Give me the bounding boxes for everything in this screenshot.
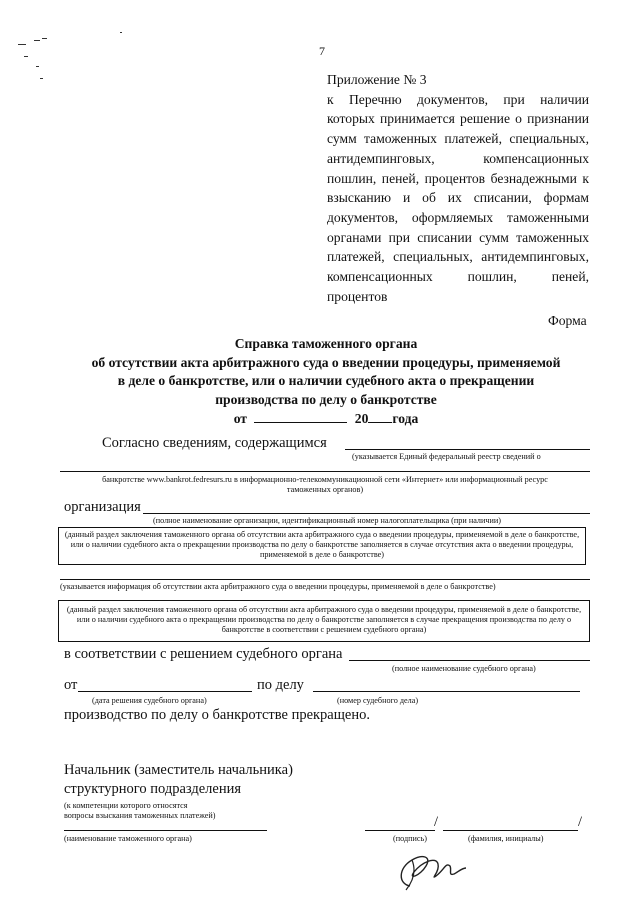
section1-hint: (указывается информация об отсутствии акта арбитражного суда о введении процедуры, применяемой в деле о банкротстве) — [60, 582, 496, 591]
name-field[interactable] — [443, 830, 578, 831]
signature-field[interactable] — [365, 830, 435, 831]
appendix-body: к Перечню документов, при наличии которых принимается решение о признании сумм таможенных платежей, специальных, антидемпинговых, компенсационных пошлин, пеней, процентов безнадежными к взысканию и об их списании, формам документов, оформляемых таможенными органами при списании сумм таможенных платежей, специальных, антидемпинговых, компенсационных пошлин, пеней, процентов — [327, 91, 589, 304]
handwritten-signature — [392, 846, 472, 896]
decision-date-field[interactable] — [78, 691, 252, 692]
source-hint-2: банкротстве www.bankrot.fedresurs.ru в информационно-телекоммуникационной сети «Интернет» или информационный ресурс таможенных органов) — [102, 475, 548, 494]
source-hint-1: (указывается Единый федеральный реестр сведений о — [352, 452, 541, 461]
customs-name-field[interactable] — [64, 830, 267, 831]
title-line-3: в деле о банкротстве, или о наличии судебного акта о прекращении — [117, 373, 535, 388]
case-number-hint: (номер судебного дела) — [337, 696, 419, 705]
court-field[interactable] — [349, 660, 590, 661]
title-line-1: Справка таможенного органа — [234, 336, 418, 351]
date-day-month-field[interactable] — [254, 409, 347, 423]
source-field-line-2[interactable] — [60, 471, 590, 472]
date-year-prefix: 20 — [354, 411, 369, 426]
source-field-line[interactable] — [345, 449, 590, 450]
terminated-statement: производство по делу о банкротстве прекращено. — [64, 707, 370, 723]
decision-from-label: от — [64, 677, 78, 693]
source-lead: Согласно сведениям, содержащимся — [102, 435, 327, 451]
court-hint: (полное наименование судебного органа) — [392, 664, 536, 673]
document-title — [60, 335, 592, 429]
organization-field[interactable] — [143, 513, 590, 514]
organization-hint: (полное наименование организации, идентификационный номер налогоплательщика (при наличии) — [153, 516, 501, 525]
form-label: Форма — [548, 313, 587, 328]
name-hint: (фамилия, инициалы) — [468, 834, 544, 843]
section1-field-line[interactable] — [60, 579, 590, 580]
customs-name-hint: (наименование таможенного органа) — [64, 834, 192, 843]
decision-date-hint: (дата решения судебного органа) — [92, 696, 207, 705]
date-year-field[interactable] — [368, 409, 392, 423]
title-date-line — [60, 409, 592, 429]
section2-note: (данный раздел заключения таможенного органа об отсутствии акта арбитражного суда о введении процедуры, применяемой в деле о банкротстве, или о наличии судебного акта о прекращении производства по делу о банкротстве заполняется в случае прекращения производства по делу о банкротстве в соответствии с решением судебного органа) — [66, 605, 582, 634]
signature-hint: (подпись) — [393, 834, 427, 843]
section1-note-box — [58, 527, 586, 565]
signature-slash-2: / — [578, 814, 583, 830]
case-label: по делу — [257, 677, 304, 693]
head-title: Начальник (заместитель начальника) структурного подразделения — [64, 762, 293, 797]
competence-note: (к компетенции которого относятся вопросы взыскания таможенных платежей) — [64, 801, 216, 820]
date-from-label: от — [233, 411, 247, 426]
title-line-2: об отсутствии акта арбитражного суда о введении процедуры, применяемой — [91, 354, 561, 370]
signature-slash-1: / — [434, 814, 439, 830]
appendix-title: Приложение № 3 — [327, 72, 427, 87]
court-label: в соответствии с решением судебного органа — [64, 646, 343, 662]
section1-note: (данный раздел заключения таможенного органа об отсутствии акта арбитражного суда о введении процедуры, применяемой в деле о банкротстве, или о наличии судебного акта о прекращении производства по делу о банкротстве заполняется в случае отсутствия акта о введении процедуры, применяемой в деле о банкротстве) — [64, 530, 580, 559]
page-number: 7 — [319, 44, 325, 58]
organization-label: организация — [64, 499, 141, 515]
appendix-block — [327, 70, 589, 306]
case-number-field[interactable] — [313, 691, 580, 692]
section2-note-box — [58, 600, 590, 642]
title-line-4: производства по делу о банкротстве — [215, 391, 437, 407]
date-year-suffix: года — [392, 411, 419, 426]
